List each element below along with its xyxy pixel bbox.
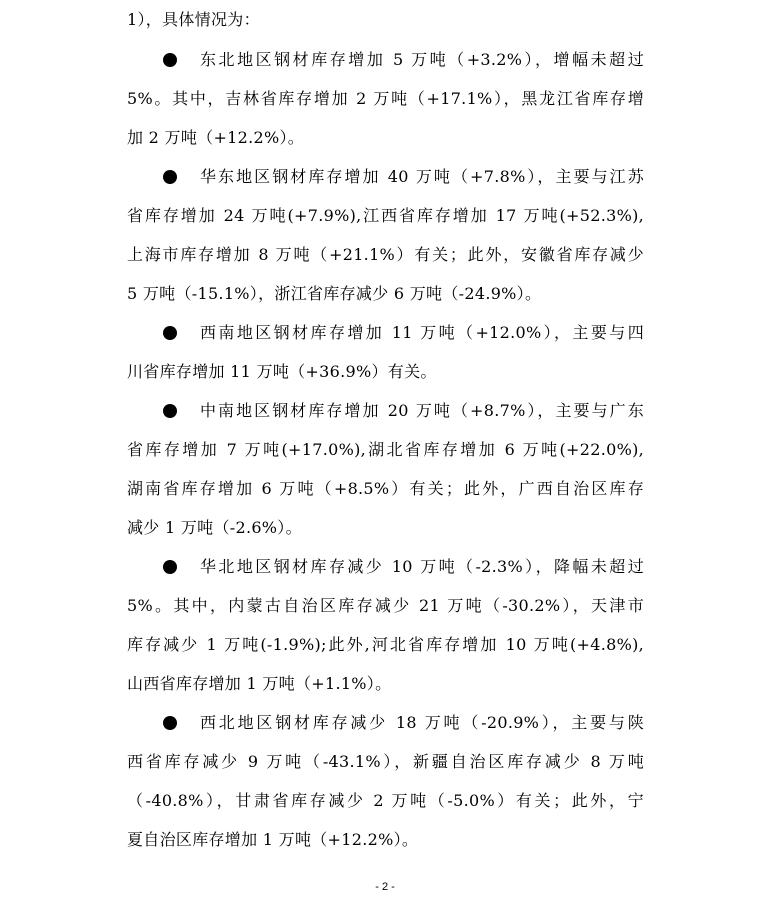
intro-line: 1），具体情况为：	[127, 10, 260, 29]
paragraph-northwest-line: 西北地区钢材库存减少 18 万吨（-20.9%），主要与陕	[200, 713, 644, 732]
paragraph-central-south-line: 中南地区钢材库存增加 20 万吨（+8.7%），主要与广东	[200, 401, 644, 420]
paragraph-central-south-line: 减少 1 万吨（-2.6%）。	[127, 518, 302, 537]
paragraph-north-line: 华北地区钢材库存减少 10 万吨（-2.3%），降幅未超过	[200, 557, 644, 576]
paragraph-north-line: 山西省库存增加 1 万吨（+1.1%）。	[127, 674, 392, 693]
bullet-icon	[163, 716, 177, 730]
paragraph-north-line: 库存减少 1 万吨(-1.9%);此外,河北省库存增加 10 万吨(+4.8%),	[127, 635, 644, 654]
paragraph-northwest-line: 西省库存减少 9 万吨（-43.1%），新疆自治区库存减少 8 万吨	[127, 752, 644, 771]
paragraph-northeast-line: 东北地区钢材库存增加 5 万吨（+3.2%），增幅未超过	[200, 50, 644, 69]
paragraph-northeast-line: 加 2 万吨（+12.2%）。	[127, 128, 305, 147]
bullet-icon	[163, 326, 177, 340]
paragraph-east-line: 5 万吨（-15.1%），浙江省库存减少 6 万吨（-24.9%）。	[127, 284, 542, 303]
paragraph-east-line: 上海市库存增加 8 万吨（+21.1%）有关；此外，安徽省库存减少	[127, 245, 644, 264]
paragraph-northeast-line: 5%。其中，吉林省库存增加 2 万吨（+17.1%），黑龙江省库存增	[127, 89, 644, 108]
paragraph-east-line: 华东地区钢材库存增加 40 万吨（+7.8%），主要与江苏	[200, 167, 644, 186]
bullet-icon	[163, 170, 177, 184]
bullet-icon	[163, 404, 177, 418]
paragraph-central-south-line: 省库存增加 7 万吨(+17.0%),湖北省库存增加 6 万吨(+22.0%),	[127, 440, 644, 459]
paragraph-central-south-line: 湖南省库存增加 6 万吨（+8.5%）有关；此外，广西自治区库存	[127, 479, 644, 498]
bullet-icon	[163, 560, 177, 574]
page-number: - 2 -	[375, 881, 395, 893]
paragraph-east-line: 省库存增加 24 万吨(+7.9%),江西省库存增加 17 万吨(+52.3%),	[127, 206, 644, 225]
paragraph-southwest-line: 川省库存增加 11 万吨（+36.9%）有关。	[127, 362, 437, 381]
paragraph-north-line: 5%。其中，内蒙古自治区库存减少 21 万吨（-30.2%），天津市	[127, 596, 644, 615]
paragraph-southwest-line: 西南地区钢材库存增加 11 万吨（+12.0%），主要与四	[200, 323, 644, 342]
paragraph-northwest-line: 夏自治区库存增加 1 万吨（+12.2%）。	[127, 830, 419, 849]
paragraph-northwest-line: （-40.8%），甘肃省库存减少 2 万吨（-5.0%）有关；此外，宁	[127, 791, 644, 810]
bullet-icon	[163, 53, 177, 67]
